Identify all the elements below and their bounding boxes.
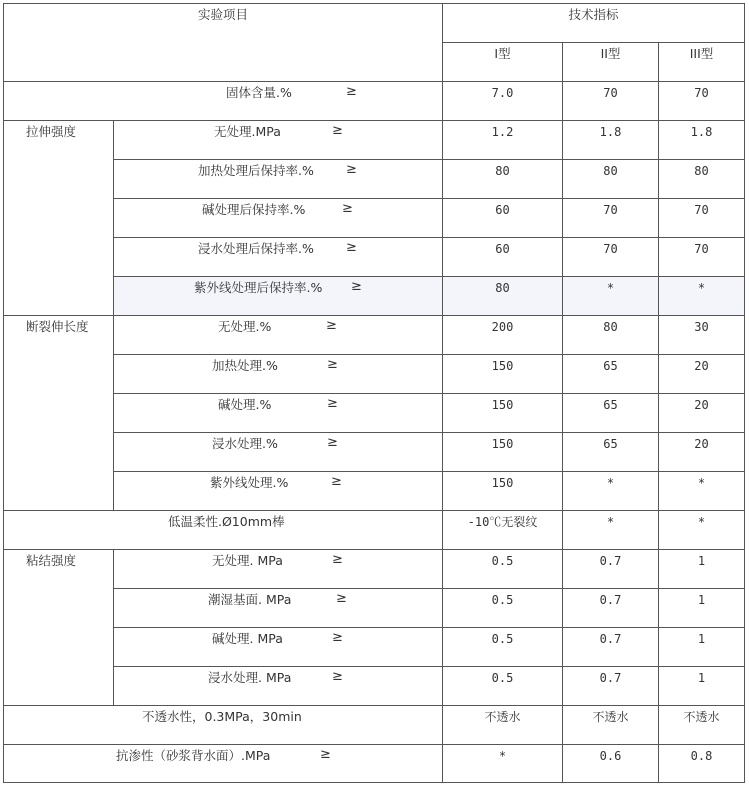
type3-value: 80 [694, 164, 709, 178]
type1-value: 60 [495, 203, 510, 217]
type3-value-cell [658, 666, 745, 705]
type1-value: -10℃无裂纹 [467, 515, 538, 529]
type1-value-cell [442, 666, 562, 705]
type2-value-cell [562, 432, 658, 471]
type3-value-cell [658, 237, 745, 276]
type3-value: 1 [697, 632, 706, 646]
ge-symbol: ≥ [332, 630, 343, 645]
type1-value-cell [442, 354, 562, 393]
ge-symbol: ≥ [346, 84, 357, 99]
type1-value-cell [442, 120, 562, 159]
header-type2: II型 [600, 46, 621, 61]
type2-value: 70 [603, 86, 618, 100]
bond-item-label: 潮湿基面. MPa [208, 592, 292, 607]
type3-value: * [697, 281, 706, 295]
header-tech-cell [442, 3, 745, 42]
type3-value-cell [658, 432, 745, 471]
bond-item-label-cell [113, 627, 442, 666]
type3-value: 不透水 [683, 710, 720, 724]
type3-value: * [697, 515, 706, 529]
type1-value: 0.5 [491, 554, 514, 568]
type2-value-cell [562, 588, 658, 627]
type1-value-cell [442, 432, 562, 471]
type2-value-cell [562, 471, 658, 510]
type1-value-cell [442, 744, 562, 783]
ge-symbol: ≥ [327, 396, 338, 411]
ge-symbol: ≥ [346, 240, 357, 255]
ge-symbol: ≥ [336, 591, 347, 606]
type3-value-cell [658, 588, 745, 627]
type2-value: 0.7 [599, 632, 622, 646]
tensile-item-label: 加热处理后保持率.% [198, 163, 314, 178]
type2-value-cell [562, 393, 658, 432]
type1-value: 150 [491, 398, 514, 412]
type3-value: 1.8 [690, 125, 713, 139]
tensile-item-label-cell [113, 159, 442, 198]
type1-value: 150 [491, 437, 514, 451]
lowtemp-label: 低温柔性.Ø10mm棒 [168, 514, 285, 529]
type2-value: 不透水 [592, 710, 629, 724]
tensile-item-label-cell [113, 120, 442, 159]
elong-item-label-cell [113, 393, 442, 432]
type3-value: 20 [694, 359, 709, 373]
water-label-cell [3, 705, 442, 744]
elong-item-label: 紫外线处理.% [210, 475, 289, 490]
type3-value: 1 [697, 593, 706, 607]
header-type3-cell [658, 42, 745, 81]
bond-item-label-cell [113, 588, 442, 627]
type3-value: 70 [694, 203, 709, 217]
tensile-item-label: 碱处理后保持率.% [202, 202, 306, 217]
type1-value-cell [442, 159, 562, 198]
ge-symbol: ≥ [332, 552, 343, 567]
elong-item-label: 加热处理.% [212, 358, 278, 373]
type2-value-cell [562, 120, 658, 159]
bond-item-label: 浸水处理. MPa [208, 670, 292, 685]
tensile-group-label: 拉伸强度 [26, 124, 77, 139]
seep-label-cell [3, 744, 442, 783]
type3-value: 30 [694, 320, 709, 334]
type1-value: 0.5 [491, 671, 514, 685]
type2-value: 65 [603, 359, 618, 373]
type3-value: 20 [694, 437, 709, 451]
type3-value-cell [658, 510, 745, 549]
type1-value-cell [442, 471, 562, 510]
type1-value: 60 [495, 242, 510, 256]
elong-item-label: 碱处理.% [218, 397, 272, 412]
type2-value-cell [562, 354, 658, 393]
seep-label: 抗渗性（砂浆背水面）.MPa [116, 748, 271, 763]
elong-item-label: 无处理.% [218, 319, 272, 334]
ge-symbol: ≥ [327, 435, 338, 450]
type3-value-cell [658, 549, 745, 588]
type2-value-cell [562, 510, 658, 549]
bond-group-cell [3, 549, 113, 705]
header-type1-cell [442, 42, 562, 81]
type1-value-cell [442, 627, 562, 666]
type1-value-cell [442, 393, 562, 432]
type3-value-cell [658, 354, 745, 393]
type1-value: 0.5 [491, 593, 514, 607]
tensile-item-label: 无处理.MPa [214, 124, 281, 139]
tensile-group-cell [3, 120, 113, 315]
type2-value: 80 [603, 320, 618, 334]
type2-value-cell [562, 81, 658, 120]
elong-item-label-cell [113, 315, 442, 354]
ge-symbol: ≥ [331, 474, 342, 489]
bond-item-label: 无处理. MPa [212, 553, 283, 568]
header-item-cell [3, 3, 442, 81]
type3-value: 70 [694, 86, 709, 100]
ge-symbol: ≥ [346, 162, 357, 177]
tensile-item-label-cell [113, 198, 442, 237]
tensile-item-label: 紫外线处理后保持率.% [194, 280, 323, 295]
type1-value: 150 [491, 476, 514, 490]
type1-value-cell [442, 588, 562, 627]
elong-item-label-cell [113, 354, 442, 393]
type2-value-cell [562, 666, 658, 705]
type2-value: 65 [603, 398, 618, 412]
type3-value-cell [658, 120, 745, 159]
type3-value-cell [658, 744, 745, 783]
type3-value-cell [658, 276, 745, 315]
ge-symbol: ≥ [326, 318, 337, 333]
type2-value: 0.7 [599, 554, 622, 568]
type2-value: 0.6 [599, 749, 622, 763]
type2-value: 1.8 [599, 125, 622, 139]
ge-symbol: ≥ [320, 747, 331, 762]
lowtemp-label-cell [3, 510, 442, 549]
type1-value: 200 [491, 320, 514, 334]
type2-value-cell [562, 159, 658, 198]
type3-value: * [697, 476, 706, 490]
type3-value: 1 [697, 554, 706, 568]
solid-label: 固体含量.% [226, 85, 292, 100]
type1-value-cell [442, 315, 562, 354]
type2-value-cell [562, 198, 658, 237]
type1-value: 不透水 [484, 710, 521, 724]
tensile-item-label-cell [113, 276, 442, 315]
type3-value-cell [658, 81, 745, 120]
elong-item-label-cell [113, 432, 442, 471]
tensile-item-label-cell [113, 237, 442, 276]
type2-value-cell [562, 276, 658, 315]
header-type2-cell [562, 42, 658, 81]
ge-symbol: ≥ [332, 669, 343, 684]
ge-symbol: ≥ [327, 357, 338, 372]
type1-value-cell [442, 81, 562, 120]
tensile-item-label: 浸水处理后保持率.% [198, 241, 314, 256]
header-tech: 技术指标 [568, 7, 619, 22]
type3-value: 1 [697, 671, 706, 685]
bond-group-label: 粘结强度 [26, 553, 77, 568]
type2-value: * [606, 476, 615, 490]
type3-value: 70 [694, 242, 709, 256]
type3-value: 0.8 [690, 749, 713, 763]
bond-item-label: 碱处理. MPa [212, 631, 283, 646]
type2-value: 70 [603, 242, 618, 256]
type3-value-cell [658, 627, 745, 666]
type2-value: 0.7 [599, 593, 622, 607]
elong-item-label: 浸水处理.% [212, 436, 278, 451]
type1-value: 80 [495, 164, 510, 178]
type2-value-cell [562, 549, 658, 588]
bond-item-label-cell [113, 549, 442, 588]
ge-symbol: ≥ [351, 279, 362, 294]
type1-value-cell [442, 237, 562, 276]
type2-value: 70 [603, 203, 618, 217]
type2-value-cell [562, 237, 658, 276]
type1-value: 80 [495, 281, 510, 295]
elong-item-label-cell [113, 471, 442, 510]
type2-value-cell [562, 744, 658, 783]
water-label: 不透水性，0.3MPa，30min [142, 709, 302, 724]
spec-table [3, 3, 745, 783]
type1-value-cell [442, 549, 562, 588]
type1-value: 150 [491, 359, 514, 373]
type2-value: 80 [603, 164, 618, 178]
type2-value: * [606, 281, 615, 295]
type3-value-cell [658, 315, 745, 354]
bond-item-label-cell [113, 666, 442, 705]
ge-symbol: ≥ [332, 123, 343, 138]
header-type3: III型 [689, 46, 714, 61]
type1-value-cell [442, 510, 562, 549]
type3-value-cell [658, 159, 745, 198]
type1-value-cell [442, 705, 562, 744]
type2-value: * [606, 515, 615, 529]
type2-value: 65 [603, 437, 618, 451]
type2-value-cell [562, 705, 658, 744]
elong-group-cell [3, 315, 113, 510]
type2-value-cell [562, 315, 658, 354]
elong-group-label: 断裂伸长度 [26, 319, 89, 334]
type1-value: 1.2 [491, 125, 514, 139]
type1-value-cell [442, 198, 562, 237]
type3-value-cell [658, 198, 745, 237]
type3-value-cell [658, 471, 745, 510]
type1-value: * [498, 749, 507, 763]
solid-label-cell [3, 81, 442, 120]
type1-value: 7.0 [491, 86, 514, 100]
header-type1: I型 [494, 46, 511, 61]
type1-value-cell [442, 276, 562, 315]
type1-value: 0.5 [491, 632, 514, 646]
type3-value-cell [658, 705, 745, 744]
ge-symbol: ≥ [342, 201, 353, 216]
type3-value-cell [658, 393, 745, 432]
type2-value: 0.7 [599, 671, 622, 685]
header-item: 实验项目 [197, 7, 248, 22]
type2-value-cell [562, 627, 658, 666]
type3-value: 20 [694, 398, 709, 412]
